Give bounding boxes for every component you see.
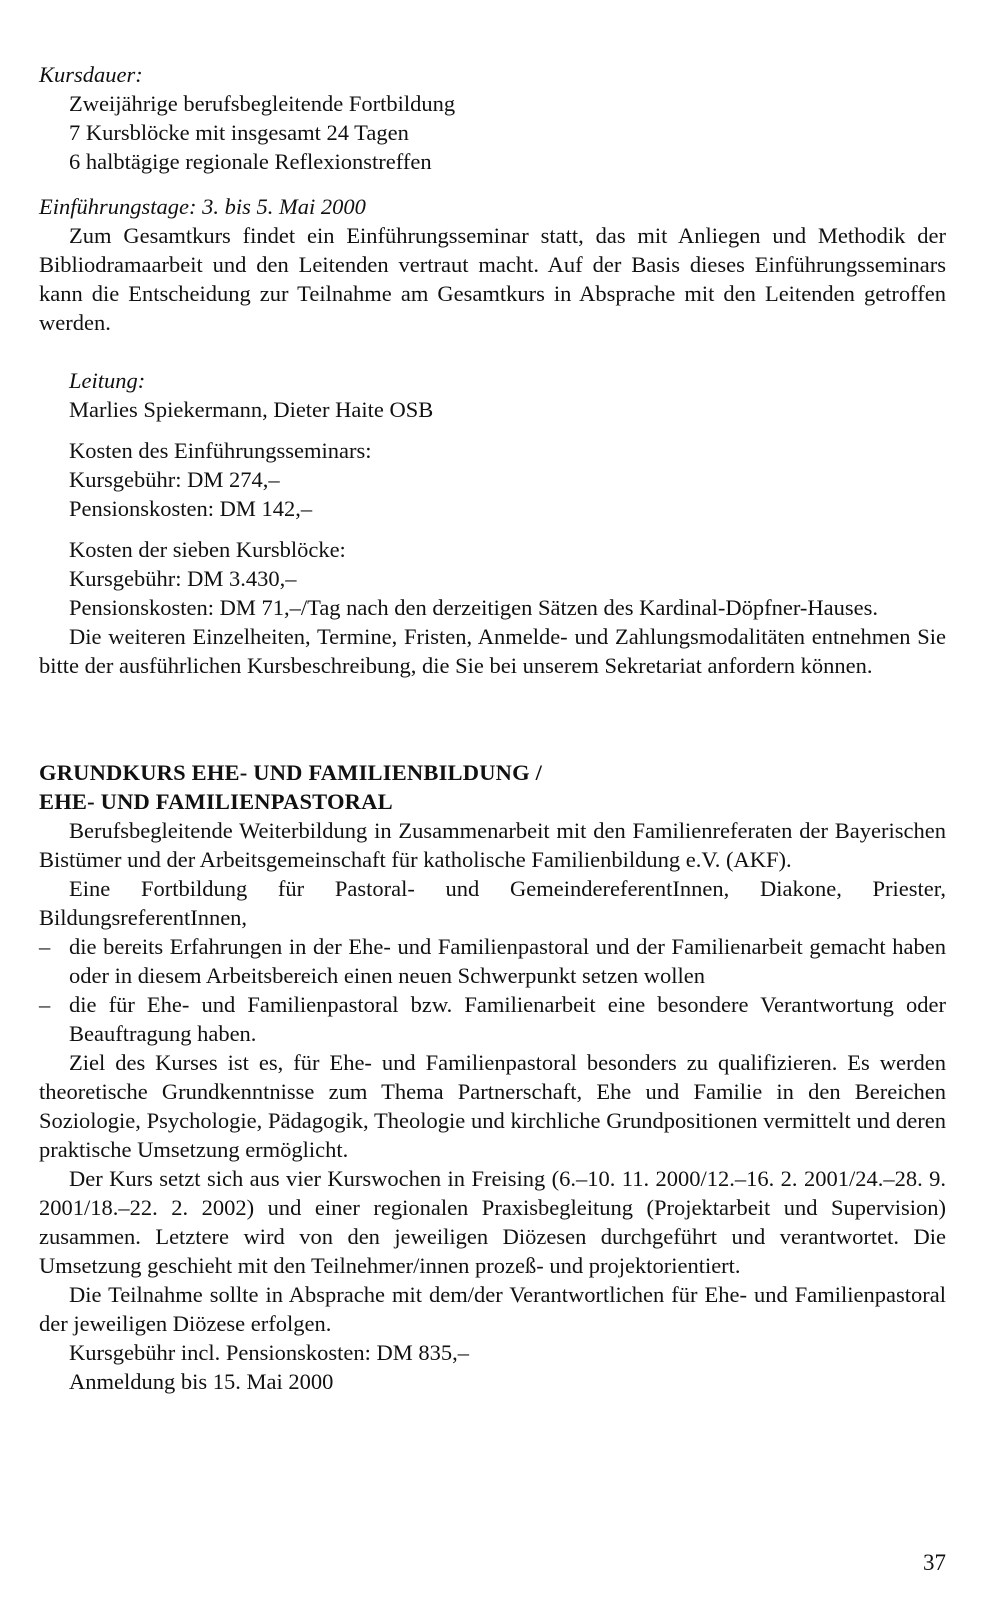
grundkurs-target: Eine Fortbildung für Pastoral- und GemeindereferentInnen, Diakone, Priester, BildungsreferentInnen, (39, 876, 946, 930)
einfuehrung-text: Zum Gesamtkurs findet ein Einführungsseminar statt, das mit Anliegen und Methodik der Bibliodramaarbeit und den Leitenden vertraut macht. Auf der Basis dieses Einführungsseminars kann die Entscheidung zur Teilnahme am Gesamtkurs in Absprache mit den Leitenden getroffen werden. (39, 223, 946, 335)
list-item (39, 990, 946, 1048)
kosten-bloecke-title: Kosten der sieben Kursblöcke: (69, 537, 346, 562)
list-item (39, 932, 946, 990)
kosten-einfuehrung-pension: Pensionskosten: DM 142,– (69, 496, 313, 521)
kosten-einfuehrung-title: Kosten des Einführungsseminars: (69, 438, 372, 463)
list-item-text: die bereits Erfahrungen in der Ehe- und Familienpastoral und der Familienarbeit gemacht haben oder in diesem Arbeitsbereich einen neuen Schwerpunkt setzen wollen (69, 934, 946, 988)
kursdauer-line: Zweijährige berufsbegleitende Fortbildung (69, 91, 456, 116)
einfuehrung-label: Einführungstage: 3. bis 5. Mai 2000 (39, 194, 366, 219)
kosten-einfuehrung-kursgebuehr: Kursgebühr: DM 274,– (69, 467, 280, 492)
weitere-hinweise: Die weiteren Einzelheiten, Termine, Fristen, Anmelde- und Zahlungsmodalitäten entnehmen Sie bitte der ausführlichen Kursbeschreibung, die Sie bei unserem Sekretariat anfordern können. (39, 624, 946, 678)
kursdauer-section (39, 60, 946, 176)
list-item-text: die für Ehe- und Familienpastoral bzw. Familienarbeit eine besondere Verantwortung oder Beauftragung haben. (69, 992, 946, 1046)
grundkurs-gebuehr: Kursgebühr incl. Pensionskosten: DM 835,– (69, 1340, 469, 1365)
grundkurs-anmeldung: Anmeldung bis 15. Mai 2000 (69, 1369, 334, 1394)
grundkurs-aufbau: Der Kurs setzt sich aus vier Kurswochen in Freising (6.–10. 11. 2000/12.–16. 2. 2001/24.–28. 9. 2001/18.–22. 2. 2002) und einer regionalen Praxisbegleitung (Projektarbeit und Supervision) zusammen. Letztere wird von den jeweiligen Diözesen durchgeführt und verantwortet. Die Umsetzung geschieht mit den Teilnehmer/innen prozeß- und projektorientiert. (39, 1166, 946, 1278)
kosten-bloecke-kursgebuehr: Kursgebühr: DM 3.430,– (69, 566, 297, 591)
grundkurs-teilnahme: Die Teilnahme sollte in Absprache mit dem/der Verantwortlichen für Ehe- und Familienpastoral der jeweiligen Diözese erfolgen. (39, 1282, 946, 1336)
kursdauer-label: Kursdauer: (39, 62, 143, 87)
einfuehrung-section (39, 192, 946, 337)
kursdauer-line: 6 halbtägige regionale Reflexionstreffen (69, 149, 432, 174)
leitung-names: Marlies Spiekermann, Dieter Haite OSB (69, 397, 434, 422)
kosten-bloecke-pension: Pensionskosten: DM 71,–/Tag nach den derzeitigen Sätzen des Kardinal-Döpfner-Hauses. (69, 595, 879, 620)
kosten-section (39, 366, 946, 680)
dash-bullet: – (39, 934, 51, 959)
grundkurs-section (39, 758, 946, 1396)
grundkurs-ziel: Ziel des Kurses ist es, für Ehe- und Familienpastoral besonders zu qualifizieren. Es werden theoretische Grundkenntnisse zum Thema Partnerschaft, Ehe und Familie in den Bereichen Soziologie, Psychologie, Pädagogik, Theologie und kirchliche Grundpositionen vermittelt und deren praktische Umsetzung ermöglicht. (39, 1050, 946, 1162)
grundkurs-subheading: EHE- UND FAMILIENPASTORAL (39, 789, 393, 814)
page-number: 37 (923, 1550, 946, 1575)
grundkurs-intro: Berufsbegleitende Weiterbildung in Zusammenarbeit mit den Familienreferaten der Bayerischen Bistümer und der Arbeitsgemeinschaft für katholische Familienbildung e.V. (AKF). (39, 818, 946, 872)
kursdauer-line: 7 Kursblöcke mit insgesamt 24 Tagen (69, 120, 409, 145)
leitung-label: Leitung: (69, 368, 146, 393)
dash-bullet: – (39, 992, 51, 1017)
grundkurs-heading: GRUNDKURS EHE- UND FAMILIENBILDUNG / (39, 760, 543, 785)
